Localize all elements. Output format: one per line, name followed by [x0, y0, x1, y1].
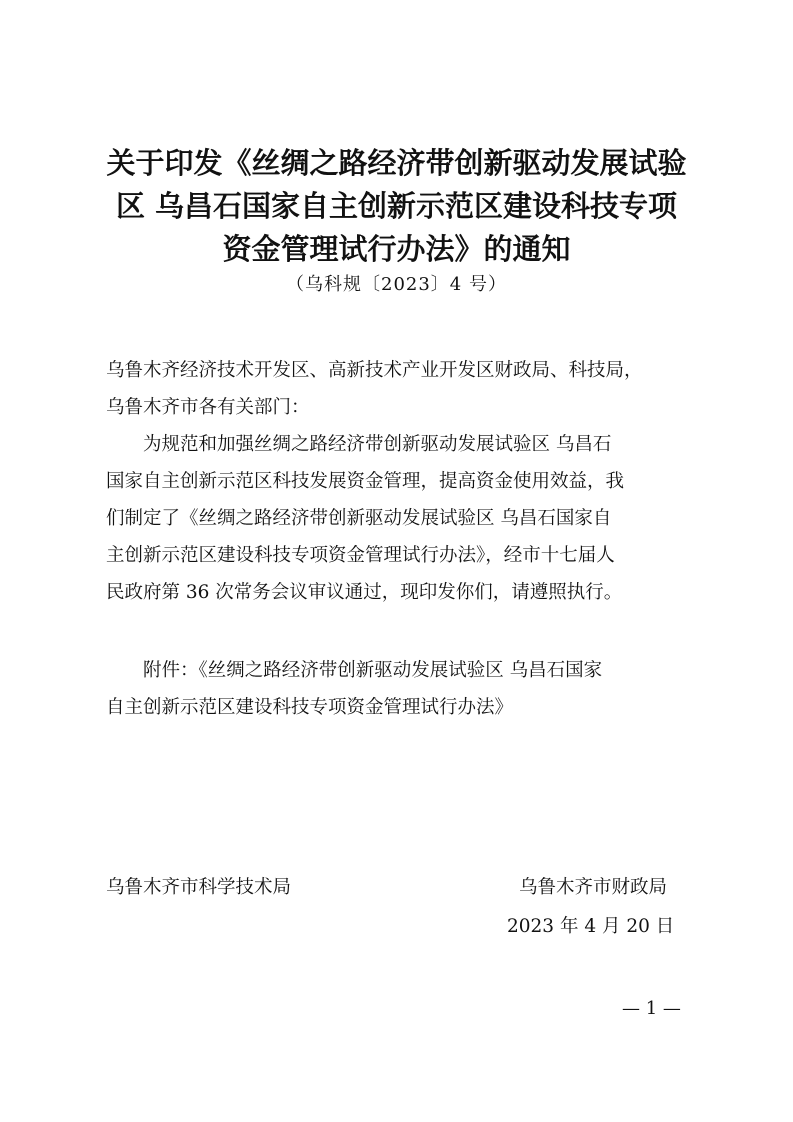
paragraph-line: 国家自主创新示范区科技发展资金管理，提高资金使用效益，我: [106, 471, 625, 492]
addressee-line: 乌鲁木齐市各有关部门：: [106, 397, 310, 418]
main-paragraph: [106, 426, 692, 611]
document-number: （乌科规〔2023〕4 号）: [286, 274, 507, 295]
notice-title: [96, 142, 697, 271]
title-line: 资金管理试行办法》的通知: [222, 232, 571, 266]
attachment-line: 附件：《丝绸之路经济带创新驱动发展试验区 乌昌石国家: [106, 660, 603, 681]
signer-science-bureau: 乌鲁木齐市科学技术局: [106, 877, 292, 898]
issue-date: 2023 年 4 月 20 日: [507, 916, 675, 937]
attachment-line: 自主创新示范区建设科技专项资金管理试行办法》: [106, 697, 514, 718]
paragraph-line: 们制定了《丝绸之路经济带创新驱动发展试验区 乌昌石国家自: [106, 508, 612, 529]
paragraph-line: 主创新示范区建设科技专项资金管理试行办法》，经市十七届人: [106, 545, 615, 566]
title-line: 关于印发《丝绸之路经济带创新驱动发展试验: [106, 146, 687, 180]
paragraph-line: 民政府第 36 次常务会议审议通过，现印发你们，请遵照执行。: [106, 582, 623, 603]
addressee: [106, 352, 692, 426]
paragraph-line: 为规范和加强丝绸之路经济带创新驱动发展试验区 乌昌石: [106, 434, 612, 455]
attachment-note: [106, 652, 692, 726]
title-line: 区 乌昌石国家自主创新示范区建设科技专项: [115, 189, 678, 223]
page-number: — 1 —: [622, 998, 681, 1019]
signer-finance-bureau: 乌鲁木齐市财政局: [519, 877, 668, 898]
addressee-line: 乌鲁木齐经济技术开发区、高新技术产业开发区财政局、科技局，: [106, 360, 643, 381]
